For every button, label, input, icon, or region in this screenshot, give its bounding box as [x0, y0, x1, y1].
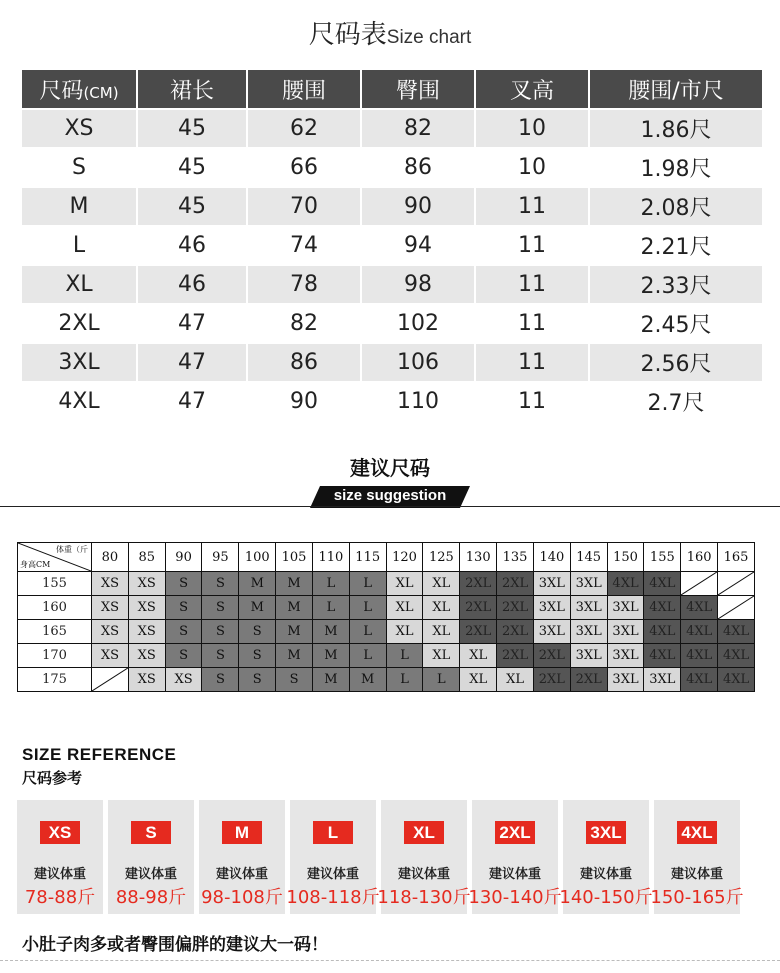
- reference-card: [650, 800, 744, 914]
- grid-size-cell: L: [349, 644, 386, 668]
- grid-weight-header: 165: [718, 543, 755, 572]
- grid-size-cell: 4XL: [718, 620, 755, 644]
- grid-size-cell: 3XL: [607, 596, 644, 620]
- grid-empty-cell: [681, 572, 718, 596]
- grid-size-cell: XS: [128, 620, 165, 644]
- cell-waist-chi: 2.08尺: [589, 187, 762, 226]
- grid-weight-header: 135: [497, 543, 534, 572]
- grid-size-cell: XL: [423, 644, 460, 668]
- cell-waist: 82: [247, 304, 361, 343]
- grid-weight-header: 90: [165, 543, 202, 572]
- grid-size-cell: L: [423, 668, 460, 692]
- grid-size-cell: S: [202, 644, 239, 668]
- cell-hip: 86: [361, 148, 475, 187]
- grid-size-cell: 4XL: [681, 620, 718, 644]
- grid-size-cell: S: [202, 668, 239, 692]
- size-chart-row: [22, 187, 762, 226]
- size-badge: 2XL: [495, 821, 535, 844]
- grid-size-cell: S: [239, 668, 276, 692]
- grid-size-cell: XS: [92, 644, 129, 668]
- grid-size-cell: 3XL: [644, 668, 681, 692]
- grid-size-cell: S: [239, 644, 276, 668]
- cell-waist: 62: [247, 109, 361, 148]
- grid-size-cell: 2XL: [460, 596, 497, 620]
- reference-cards: [17, 800, 777, 920]
- cell-size: 2XL: [22, 304, 137, 343]
- grid-weight-header: 80: [92, 543, 129, 572]
- cell-waist: 70: [247, 187, 361, 226]
- cell-skirt-length: 45: [137, 148, 247, 187]
- reference-card: [468, 800, 562, 914]
- page-title: [0, 14, 780, 51]
- grid-size-cell: XS: [92, 620, 129, 644]
- grid-size-cell: 4XL: [644, 620, 681, 644]
- title-en: Size chart: [386, 27, 472, 48]
- size-badge: XL: [404, 821, 444, 844]
- grid-size-cell: L: [312, 572, 349, 596]
- grid-size-cell: L: [349, 596, 386, 620]
- bottom-divider: [0, 960, 780, 961]
- grid-size-cell: XS: [92, 572, 129, 596]
- grid-size-cell: L: [386, 644, 423, 668]
- grid-size-cell: XL: [423, 620, 460, 644]
- cell-slit-height: 10: [475, 109, 589, 148]
- grid-size-cell: 3XL: [533, 572, 570, 596]
- weight-range: 130-140斤: [468, 887, 562, 908]
- grid-size-cell: 3XL: [533, 620, 570, 644]
- cell-slit-height: 10: [475, 148, 589, 187]
- grid-size-cell: S: [165, 596, 202, 620]
- grid-size-cell: 4XL: [681, 596, 718, 620]
- grid-size-cell: 2XL: [533, 644, 570, 668]
- grid-weight-header: 95: [202, 543, 239, 572]
- cell-waist-chi: 2.56尺: [589, 343, 762, 382]
- cell-skirt-length: 46: [137, 265, 247, 304]
- grid-weight-header: 110: [312, 543, 349, 572]
- grid-weight-header: 85: [128, 543, 165, 572]
- size-badge: XS: [40, 821, 80, 844]
- size-badge: L: [313, 821, 353, 844]
- cell-waist: 74: [247, 226, 361, 265]
- cell-slit-height: 11: [475, 304, 589, 343]
- grid-size-cell: 2XL: [497, 620, 534, 644]
- cell-hip: 94: [361, 226, 475, 265]
- cell-slit-height: 11: [475, 265, 589, 304]
- grid-height-cell: 155: [18, 572, 92, 596]
- cell-slit-height: 11: [475, 226, 589, 265]
- header-size: [22, 70, 137, 109]
- reference-card: [377, 800, 471, 914]
- reference-title-zh: 尺码参考: [22, 769, 83, 787]
- header-size-unit: (CM): [83, 83, 119, 102]
- cell-slit-height: 11: [475, 343, 589, 382]
- grid-size-cell: S: [165, 620, 202, 644]
- grid-row: [18, 668, 755, 692]
- weight-range: 108-118斤: [286, 887, 380, 908]
- cell-size: L: [22, 226, 137, 265]
- title-zh: 尺码表: [308, 20, 387, 50]
- reference-card: [199, 800, 285, 914]
- grid-size-cell: M: [312, 620, 349, 644]
- grid-weight-header: 125: [423, 543, 460, 572]
- grid-weight-header: 140: [533, 543, 570, 572]
- header-size-label: 尺码: [39, 78, 84, 104]
- cell-size: XL: [22, 265, 137, 304]
- grid-size-cell: M: [349, 668, 386, 692]
- suggested-weight-label: 建议体重: [397, 867, 450, 882]
- grid-empty-cell: [92, 668, 129, 692]
- grid-size-cell: XS: [128, 572, 165, 596]
- cell-slit-height: 11: [475, 382, 589, 420]
- cell-slit-height: 11: [475, 187, 589, 226]
- reference-card: [17, 800, 103, 914]
- grid-size-cell: M: [312, 668, 349, 692]
- size-chart-row: [22, 382, 762, 420]
- grid-weight-header: 105: [276, 543, 313, 572]
- weight-range: 140-150斤: [559, 887, 653, 908]
- suggested-weight-label: 建议体重: [124, 867, 177, 882]
- cell-size: 3XL: [22, 343, 137, 382]
- cell-waist-chi: 2.7尺: [589, 382, 762, 420]
- grid-empty-cell: [718, 596, 755, 620]
- grid-size-cell: S: [276, 668, 313, 692]
- size-chart-row: [22, 148, 762, 187]
- grid-size-cell: M: [239, 572, 276, 596]
- suggested-weight-label: 建议体重: [215, 867, 268, 882]
- grid-header-row: [18, 543, 755, 572]
- grid-size-cell: L: [349, 572, 386, 596]
- grid-size-cell: 4XL: [718, 644, 755, 668]
- size-chart-row: [22, 343, 762, 382]
- size-badge: M: [222, 821, 262, 844]
- grid-size-cell: 2XL: [533, 668, 570, 692]
- grid-size-cell: M: [276, 596, 313, 620]
- grid-row: [18, 620, 755, 644]
- grid-row: [18, 644, 755, 668]
- grid-size-cell: 4XL: [644, 572, 681, 596]
- grid-weight-header: 100: [239, 543, 276, 572]
- grid-size-cell: S: [202, 620, 239, 644]
- grid-size-cell: 3XL: [607, 644, 644, 668]
- header-hip: 臀围: [361, 70, 475, 109]
- grid-size-cell: XS: [92, 596, 129, 620]
- header-slit-height: 叉高: [475, 70, 589, 109]
- grid-size-cell: 2XL: [460, 572, 497, 596]
- grid-corner: [18, 543, 92, 572]
- grid-size-cell: L: [386, 668, 423, 692]
- grid-weight-header: 155: [644, 543, 681, 572]
- grid-size-cell: XL: [386, 596, 423, 620]
- header-skirt-length: 裙长: [137, 70, 247, 109]
- cell-waist: 90: [247, 382, 361, 420]
- grid-weight-header: 160: [681, 543, 718, 572]
- cell-hip: 90: [361, 187, 475, 226]
- size-suggestion-grid: [17, 542, 755, 692]
- cell-hip: 82: [361, 109, 475, 148]
- grid-size-cell: M: [276, 572, 313, 596]
- grid-size-cell: 2XL: [497, 644, 534, 668]
- size-chart-table: [22, 70, 762, 420]
- grid-size-cell: S: [202, 572, 239, 596]
- grid-size-cell: XL: [386, 572, 423, 596]
- grid-size-cell: 3XL: [570, 596, 607, 620]
- grid-height-cell: 160: [18, 596, 92, 620]
- grid-size-cell: XL: [460, 644, 497, 668]
- size-badge: 4XL: [677, 821, 717, 844]
- grid-empty-cell: [718, 572, 755, 596]
- grid-size-cell: L: [349, 620, 386, 644]
- grid-row: [18, 572, 755, 596]
- weight-range: 150-165斤: [650, 887, 744, 908]
- grid-size-cell: 4XL: [681, 644, 718, 668]
- size-chart-row: [22, 226, 762, 265]
- header-waist: 腰围: [247, 70, 361, 109]
- cell-waist: 66: [247, 148, 361, 187]
- cell-hip: 106: [361, 343, 475, 382]
- cell-size: S: [22, 148, 137, 187]
- cell-skirt-length: 45: [137, 187, 247, 226]
- reference-title-en: SIZE REFERENCE: [22, 745, 177, 764]
- grid-weight-header: 145: [570, 543, 607, 572]
- grid-size-cell: 4XL: [607, 572, 644, 596]
- grid-size-cell: 4XL: [644, 644, 681, 668]
- size-chart-row: [22, 109, 762, 148]
- suggested-weight-label: 建议体重: [306, 867, 359, 882]
- reference-card: [286, 800, 380, 914]
- grid-height-cell: 170: [18, 644, 92, 668]
- cell-size: M: [22, 187, 137, 226]
- weight-range: 88-98斤: [115, 887, 187, 908]
- cell-skirt-length: 47: [137, 343, 247, 382]
- suggested-weight-label: 建议体重: [579, 867, 632, 882]
- cell-skirt-length: 47: [137, 382, 247, 420]
- cell-waist: 86: [247, 343, 361, 382]
- grid-size-cell: S: [239, 620, 276, 644]
- size-chart-row: [22, 265, 762, 304]
- grid-size-cell: 3XL: [607, 668, 644, 692]
- grid-size-cell: S: [165, 644, 202, 668]
- suggestion-banner: [310, 486, 470, 508]
- grid-weight-header: 130: [460, 543, 497, 572]
- grid-size-cell: 4XL: [718, 668, 755, 692]
- grid-size-cell: XS: [128, 668, 165, 692]
- grid-weight-header: 120: [386, 543, 423, 572]
- grid-size-cell: 2XL: [497, 572, 534, 596]
- cell-size: 4XL: [22, 382, 137, 420]
- cell-skirt-length: 45: [137, 109, 247, 148]
- suggested-weight-label: 建议体重: [33, 867, 86, 882]
- grid-size-cell: 2XL: [460, 620, 497, 644]
- grid-size-cell: M: [276, 620, 313, 644]
- grid-weight-header: 150: [607, 543, 644, 572]
- size-badge: 3XL: [586, 821, 626, 844]
- cell-waist-chi: 1.86尺: [589, 109, 762, 148]
- grid-size-cell: 3XL: [570, 644, 607, 668]
- cell-skirt-length: 46: [137, 226, 247, 265]
- grid-size-cell: 4XL: [681, 668, 718, 692]
- reference-card: [559, 800, 653, 914]
- grid-size-cell: 3XL: [607, 620, 644, 644]
- grid-height-cell: 175: [18, 668, 92, 692]
- suggested-weight-label: 建议体重: [670, 867, 723, 882]
- suggested-weight-label: 建议体重: [488, 867, 541, 882]
- grid-size-cell: M: [239, 596, 276, 620]
- grid-size-cell: M: [312, 644, 349, 668]
- suggestion-title: 建议尺码: [350, 456, 430, 480]
- grid-size-cell: XS: [128, 596, 165, 620]
- cell-hip: 98: [361, 265, 475, 304]
- grid-size-cell: 2XL: [497, 596, 534, 620]
- cell-waist-chi: 2.21尺: [589, 226, 762, 265]
- cell-waist: 78: [247, 265, 361, 304]
- grid-size-cell: 3XL: [570, 572, 607, 596]
- corner-weight-label: 体重（斤: [56, 545, 88, 554]
- corner-height-label: 身高CM: [20, 560, 51, 569]
- size-badge: S: [131, 821, 171, 844]
- cell-hip: 110: [361, 382, 475, 420]
- cell-hip: 102: [361, 304, 475, 343]
- grid-size-cell: 3XL: [570, 620, 607, 644]
- grid-size-cell: M: [276, 644, 313, 668]
- header-waist-chi: 腰围/市尺: [589, 70, 762, 109]
- grid-size-cell: XL: [423, 572, 460, 596]
- size-chart-header-row: [22, 70, 762, 109]
- weight-range: 98-108斤: [201, 887, 283, 908]
- grid-size-cell: XL: [423, 596, 460, 620]
- grid-row: [18, 596, 755, 620]
- grid-height-cell: 165: [18, 620, 92, 644]
- grid-size-cell: XS: [165, 668, 202, 692]
- cell-waist-chi: 2.33尺: [589, 265, 762, 304]
- grid-size-cell: 4XL: [644, 596, 681, 620]
- size-chart-row: [22, 304, 762, 343]
- reference-card: [108, 800, 194, 914]
- cell-size: XS: [22, 109, 137, 148]
- cell-waist-chi: 2.45尺: [589, 304, 762, 343]
- grid-size-cell: XL: [460, 668, 497, 692]
- suggestion-banner-label: size suggestion: [333, 487, 447, 504]
- grid-size-cell: S: [202, 596, 239, 620]
- weight-range: 118-130斤: [377, 887, 471, 908]
- weight-range: 78-88斤: [24, 887, 96, 908]
- grid-size-cell: XL: [497, 668, 534, 692]
- grid-size-cell: L: [312, 596, 349, 620]
- section-divider: [0, 506, 780, 507]
- grid-size-cell: XS: [128, 644, 165, 668]
- grid-size-cell: 3XL: [533, 596, 570, 620]
- grid-size-cell: 2XL: [570, 668, 607, 692]
- grid-size-cell: S: [165, 572, 202, 596]
- cell-skirt-length: 47: [137, 304, 247, 343]
- cell-waist-chi: 1.98尺: [589, 148, 762, 187]
- grid-size-cell: XL: [386, 620, 423, 644]
- fit-note: 小肚子肉多或者臀围偏胖的建议大一码！: [22, 935, 328, 955]
- grid-weight-header: 115: [349, 543, 386, 572]
